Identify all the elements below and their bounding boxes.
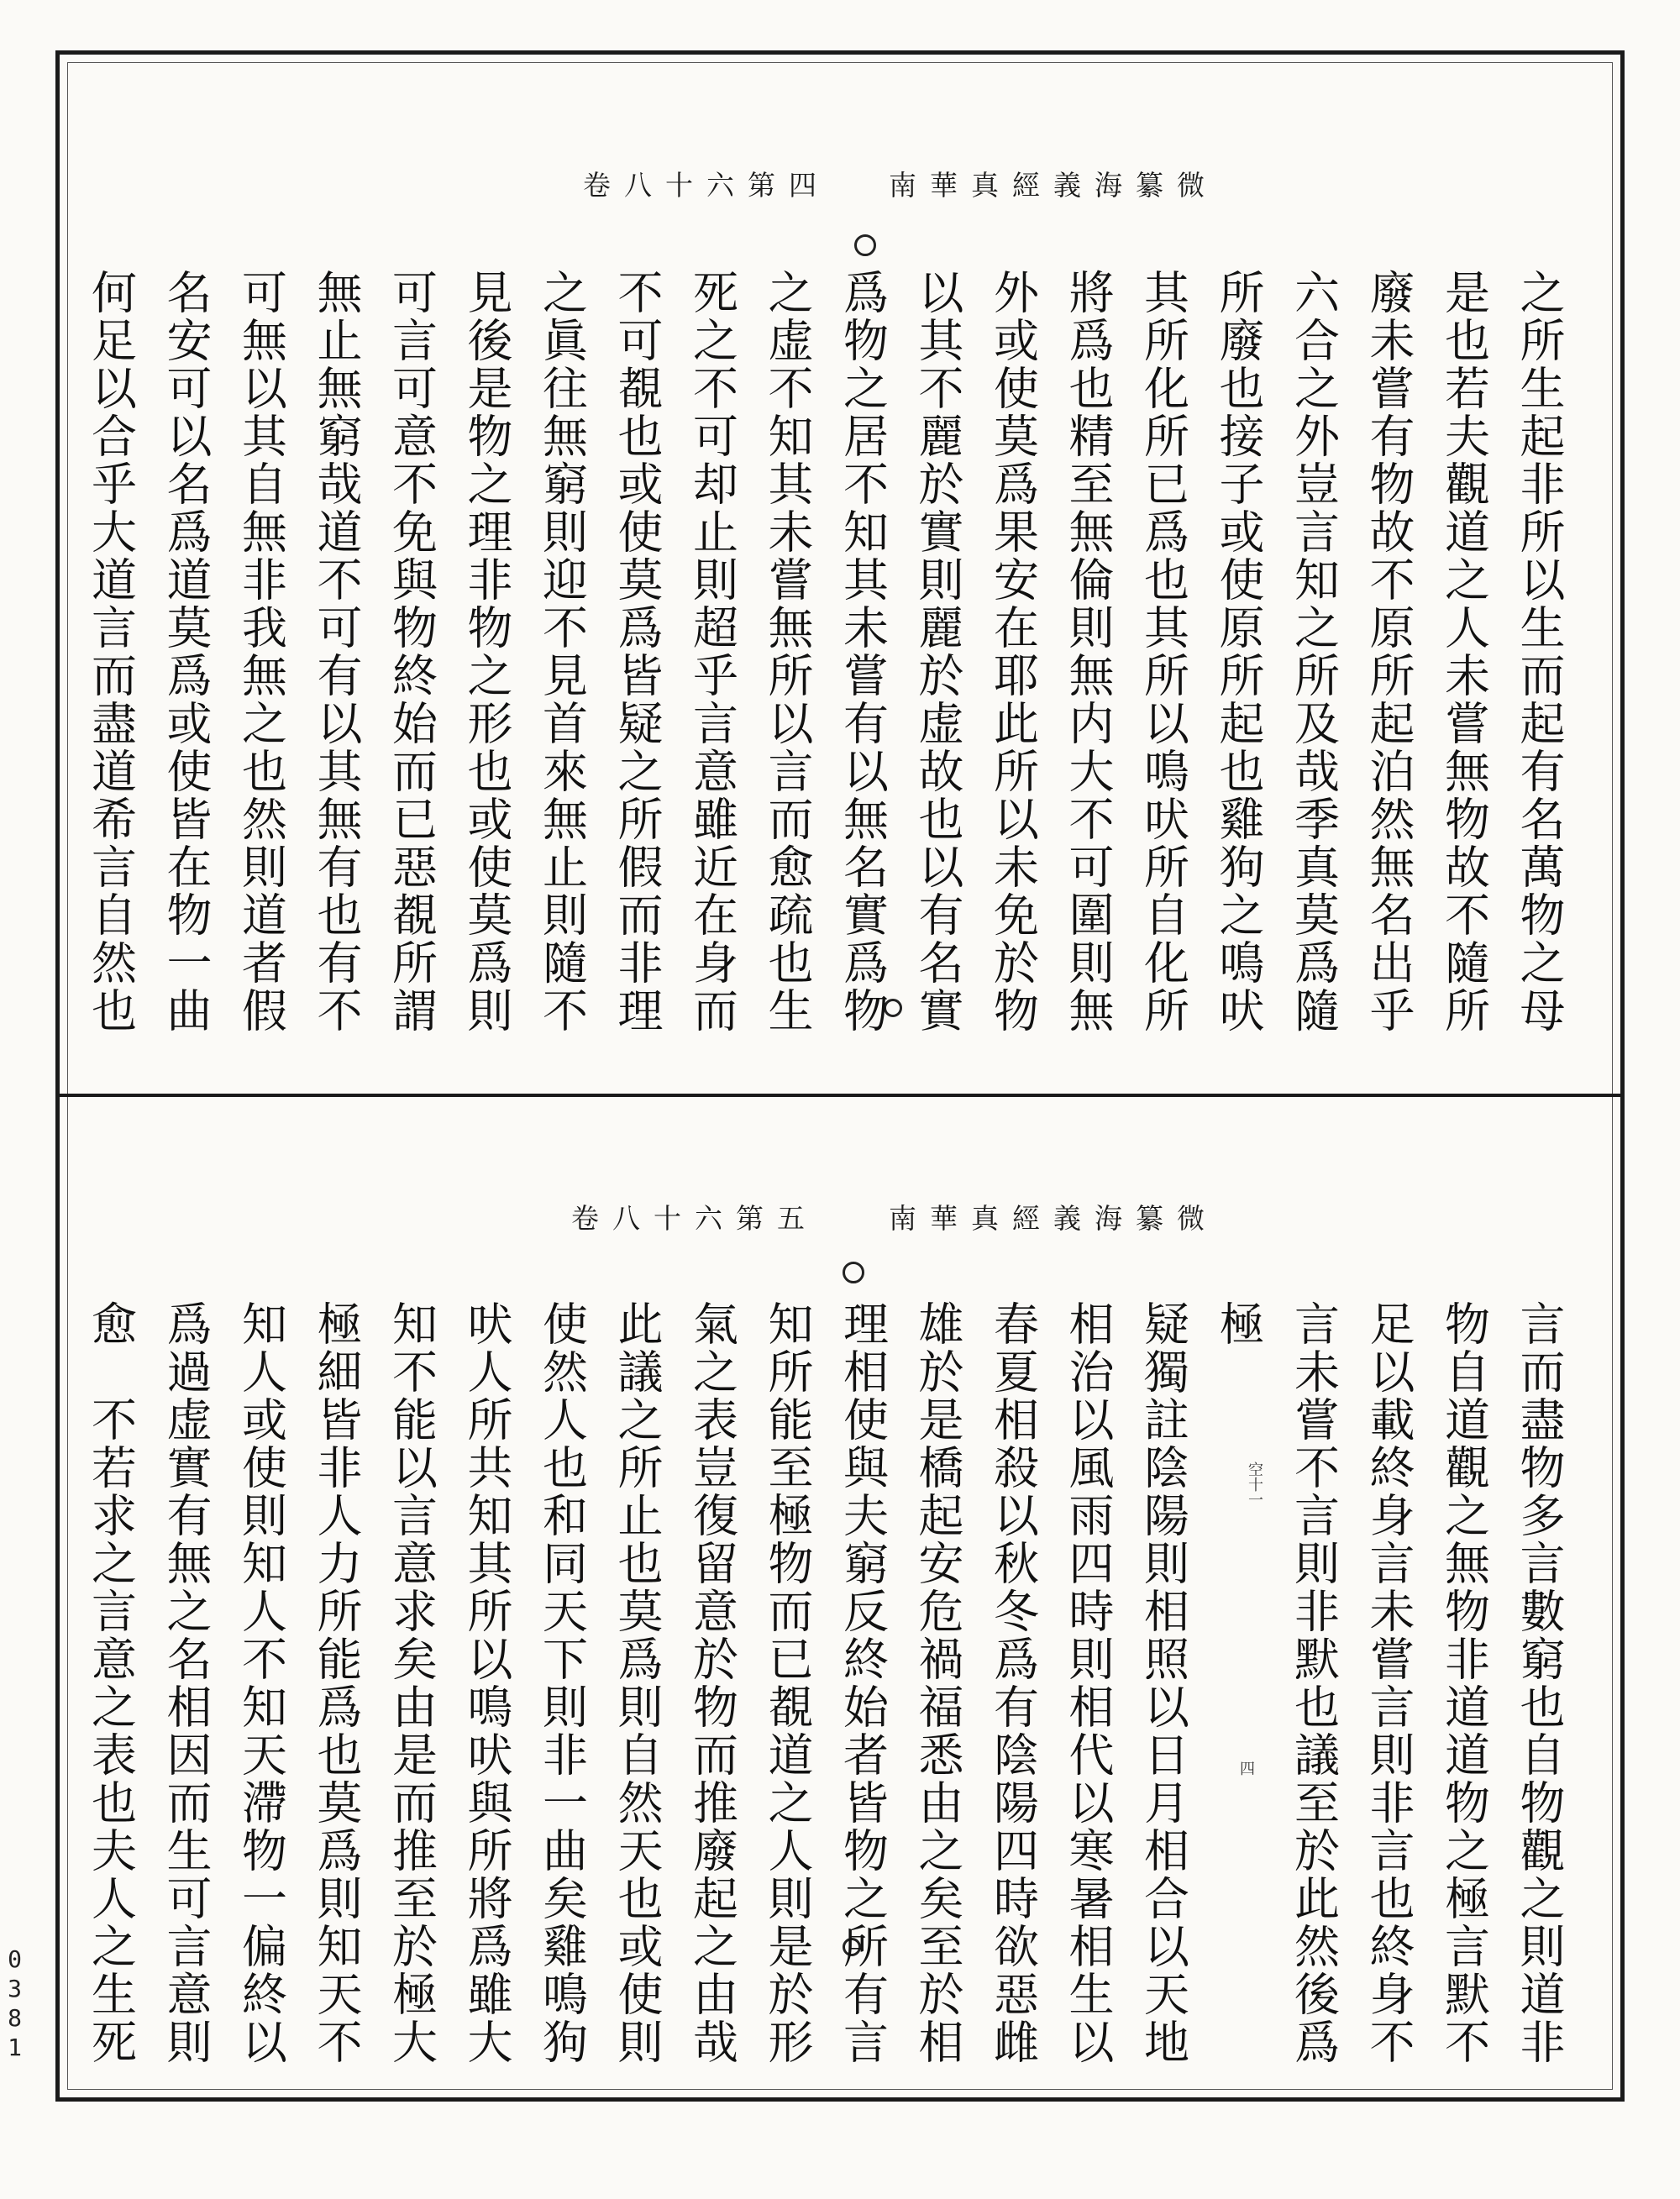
top-text-column: 所廢也接子或使原所起也雞狗之鳴吠 <box>1212 269 1265 1035</box>
bottom-text-column: 疑獨註陰陽則相照以日月相合以天地 <box>1137 1300 1190 2066</box>
bottom-text-column: 爲過虚實有無之名相因而生可言意則 <box>160 1300 213 2066</box>
top-text-column: 之虚不知其未嘗無所以言而愈疏也生 <box>761 269 814 1035</box>
top-text-column: 可無以其自無非我無之也然則道者假 <box>234 269 288 1035</box>
bottom-small-note-a: 空十一 <box>1246 1462 1263 1507</box>
bottom-text-column: 物自道觀之無物非道道物之極言默不 <box>1437 1300 1491 2066</box>
page-divider <box>60 1094 1620 1097</box>
bottom-text-column: 知人或使則知人不知天滯物一偏終以 <box>234 1300 288 2066</box>
bottom-text-column: 愈 不若求之言意之表也夫人之生死 <box>84 1300 138 2066</box>
top-text-column: 見後是物之理非物之形也或使莫爲則 <box>460 269 513 1035</box>
bottom-text-column: 言未嘗不言則非默也議至於此然後爲 <box>1287 1300 1341 2066</box>
bottom-text-column: 此議之所止也莫爲則自然天也或使則 <box>611 1300 664 2066</box>
top-text-column: 外或使莫爲果安在耶此所以未免於物 <box>986 269 1040 1035</box>
bottom-text-column: 極 <box>1212 1300 1265 1348</box>
top-text-column: 無止無窮哉道不可有以其無有也有不 <box>310 269 363 1035</box>
bottom-text-column: 知不能以言意求矣由是而推至於極大 <box>385 1300 438 2066</box>
top-text-column: 之眞往無窮則迎不見首來無止則隨不 <box>535 269 589 1035</box>
bottom-text-column: 使然人也和同天下則非一曲矣雞鳴狗 <box>535 1300 589 2066</box>
bottom-header-title: 南華真經義海纂微 <box>889 1202 1218 1235</box>
bottom-text-column: 雄於是橋起安危禍福悉由之矣至於相 <box>911 1300 964 2066</box>
bottom-text-column: 相治以風雨四時則相代以寒暑相生以 <box>1062 1300 1115 2066</box>
top-text-column: 爲物之居不知其未嘗有以無名實爲物 <box>836 269 890 1035</box>
bottom-header-volume: 卷八十六第五 <box>571 1202 818 1235</box>
side-page-number: 0381 <box>1 1945 29 2063</box>
bottom-text-column: 吠人所共知其所以鳴吠與所將爲雖大 <box>460 1300 513 2066</box>
top-circle-mark <box>854 234 876 256</box>
top-text-column: 其所化所已爲也其所以鳴吠所自化所 <box>1137 269 1190 1035</box>
bottom-text-column: 足以載終身言未嘗言則非言也終身不 <box>1362 1300 1415 2066</box>
top-text-column: 是也若夫觀道之人未嘗無物故不隨所 <box>1437 269 1491 1035</box>
bottom-text-column: 理相使與夫窮反終始者皆物之所有言 <box>836 1300 890 2066</box>
top-text-column: 不可覩也或使莫爲皆疑之所假而非理 <box>611 269 664 1035</box>
bottom-circle-mark <box>843 1262 864 1283</box>
bottom-text-column: 知所能至極物而已覩道之人則是於形 <box>761 1300 814 2066</box>
top-text-column: 六合之外豈言知之所及哉季真莫爲隨 <box>1287 269 1341 1035</box>
bottom-small-note-b: 四 <box>1237 1761 1255 1776</box>
bottom-text-column: 氣之表豈復留意於物而推廢起之由哉 <box>685 1300 739 2066</box>
bottom-text-column: 極細皆非人力所能爲也莫爲則知天不 <box>310 1300 363 2066</box>
bottom-text-column: 春夏相殺以秋冬爲有陰陽四時欲惡雌 <box>986 1300 1040 2066</box>
top-header-title: 南華真經義海纂微 <box>889 169 1218 202</box>
top-text-column: 名安可以名爲道莫爲或使皆在物一曲 <box>160 269 213 1035</box>
top-text-column: 廢未嘗有物故不原所起泊然無名出乎 <box>1362 269 1415 1035</box>
top-text-column: 之所生起非所以生而起有名萬物之母 <box>1513 269 1566 1035</box>
top-text-column: 可言可意不免與物終始而已惡覩所謂 <box>385 269 438 1035</box>
top-text-column: 將爲也精至無倫則無内大不可圍則無 <box>1062 269 1115 1035</box>
top-text-column: 何足以合乎大道言而盡道希言自然也 <box>84 269 138 1035</box>
top-text-column: 以其不麗於實則麗於虚故也以有名實 <box>911 269 964 1035</box>
top-text-column: 死之不可却止則超乎言意雖近在身而 <box>685 269 739 1035</box>
top-header-volume: 卷八十六第四 <box>583 169 830 202</box>
bottom-text-column: 言而盡物多言數窮也自物觀之則道非 <box>1513 1300 1566 2066</box>
